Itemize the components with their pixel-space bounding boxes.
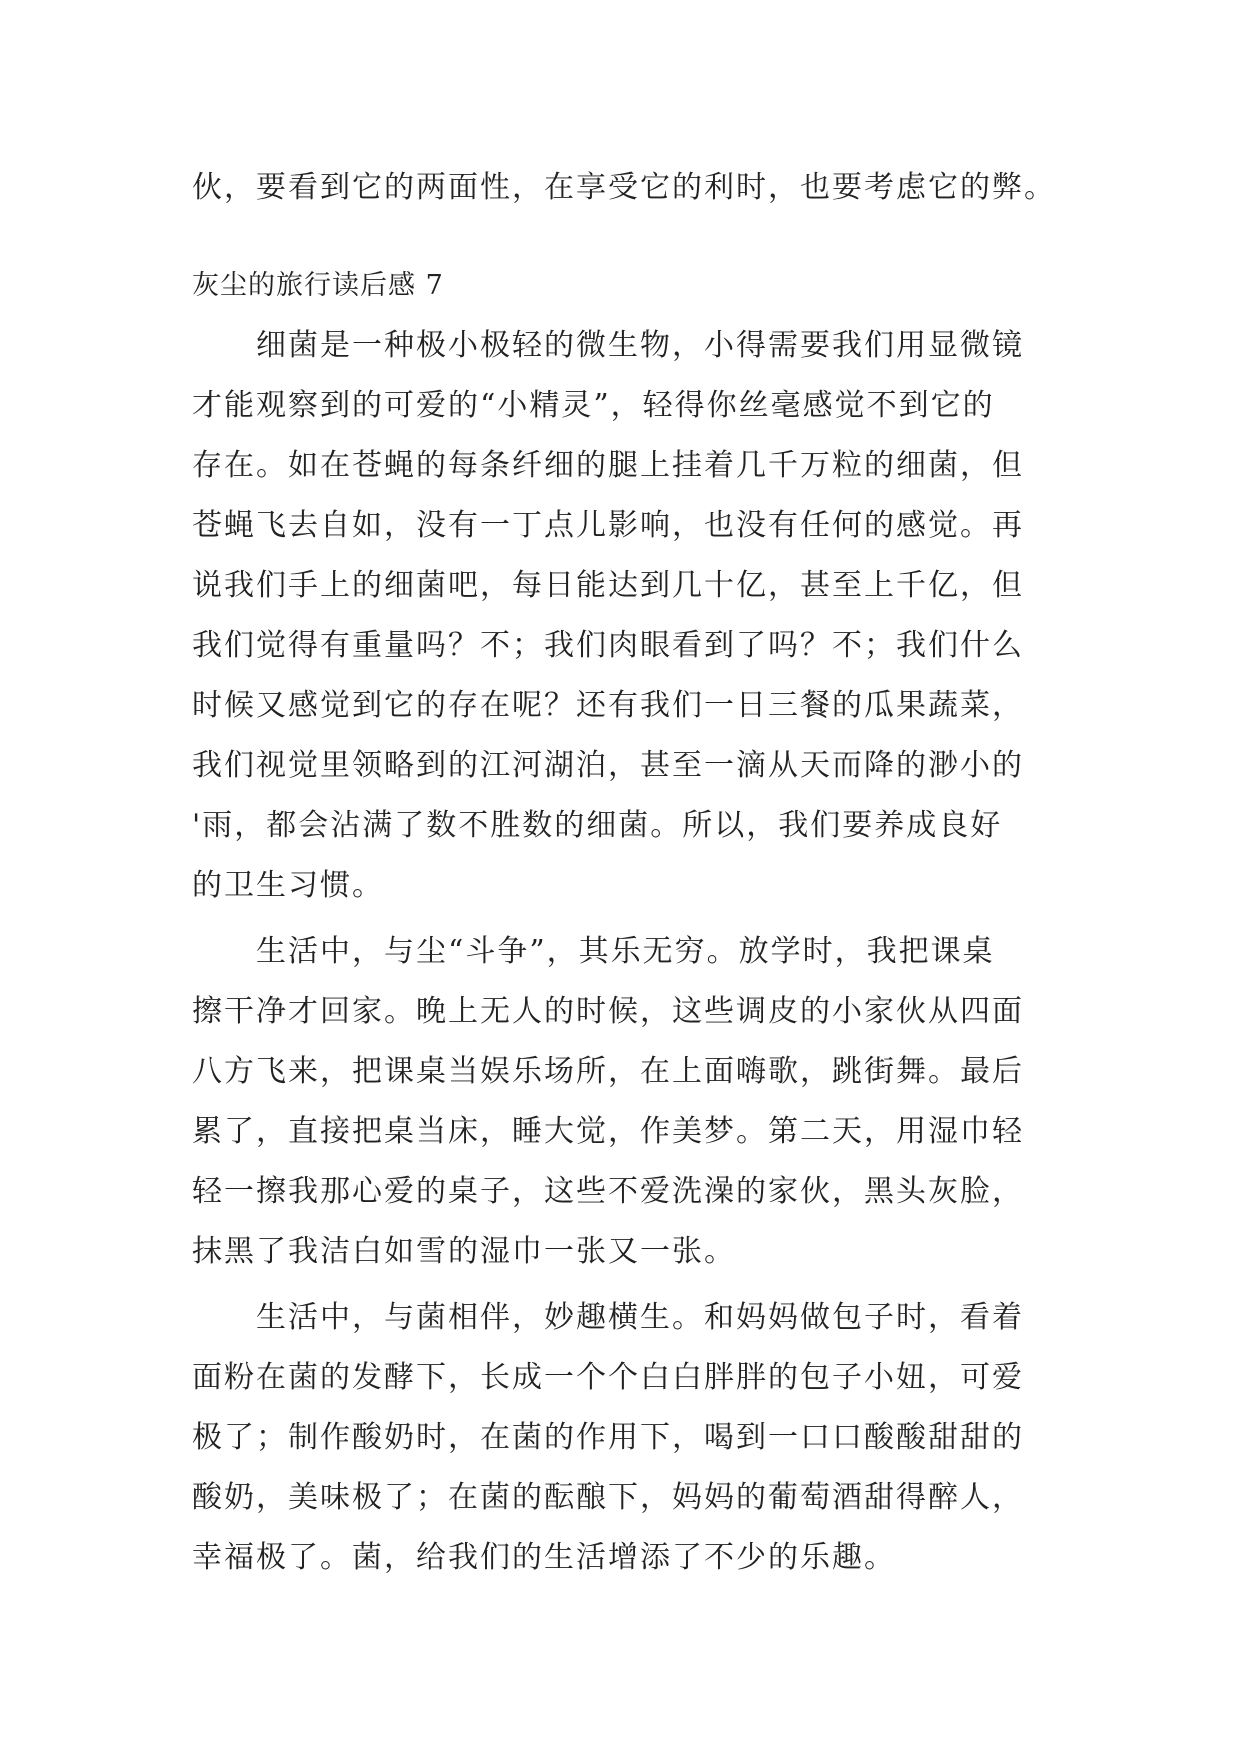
paragraph-line: 我们觉得有重量吗？不；我们肉眼看到了吗？不；我们什么	[192, 628, 1024, 663]
paragraph-line: 说我们手上的细菌吧，每日能达到几十亿，甚至上千亿，但	[192, 568, 1024, 603]
paragraph-line: 我们视觉里领略到的江河湖泊，甚至一滴从天而降的渺小的	[192, 748, 1024, 783]
paragraph-line: 酸奶，美味极了；在菌的酝酿下，妈妈的葡萄酒甜得醉人，	[192, 1480, 1024, 1515]
document-body	[192, 158, 1056, 1588]
paragraph-line: 时候又感觉到它的存在呢？还有我们一日三餐的瓜果蔬菜，	[192, 688, 1024, 723]
paragraph-1	[192, 316, 1052, 916]
paragraph-line: 存在。如在苍蝇的每条纤细的腿上挂着几千万粒的细菌，但	[192, 448, 1024, 483]
section-title: 灰尘的旅行读后感 7	[192, 270, 444, 301]
paragraph-line: 生活中，与尘“斗争”，其乐无穷。放学时，我把课桌	[256, 934, 995, 969]
paragraph-line: 面粉在菌的发酵下，长成一个个白白胖胖的包子小妞，可爱	[192, 1360, 1024, 1395]
paragraph-2	[192, 922, 1052, 1282]
paragraph-line: 的卫生习惯。	[192, 868, 384, 903]
paragraph-line: '雨，都会沾满了数不胜数的细菌。所以，我们要养成良好	[192, 808, 1003, 843]
paragraph-line: 生活中，与菌相伴，妙趣横生。和妈妈做包子时，看着	[256, 1300, 1024, 1335]
paragraph-line: 抹黑了我洁白如雪的湿巾一张又一张。	[192, 1234, 736, 1269]
paragraph-line: 八方飞来，把课桌当娱乐场所，在上面嗨歌，跳街舞。最后	[192, 1054, 1024, 1089]
paragraph-line: 苍蝇飞去自如，没有一丁点儿影响，也没有任何的感觉。再	[192, 508, 1024, 543]
paragraph-line: 轻一擦我那心爱的桌子，这些不爱洗澡的家伙，黑头灰脸，	[192, 1174, 1024, 1209]
paragraph-line: 擦干净才回家。晚上无人的时候，这些调皮的小家伙从四面	[192, 994, 1024, 1029]
paragraph-line: 累了，直接把桌当床，睡大觉，作美梦。第二天，用湿巾轻	[192, 1114, 1024, 1149]
paragraph-line: 极了；制作酸奶时，在菌的作用下，喝到一口口酸酸甜甜的	[192, 1420, 1024, 1455]
paragraph-line: 才能观察到的可爱的“小精灵”，轻得你丝毫感觉不到它的	[192, 388, 995, 423]
lead-line: 伙，要看到它的两面性，在享受它的利时，也要考虑它的弊。	[192, 170, 1056, 205]
paragraph-3	[192, 1288, 1052, 1588]
paragraph-line: 细菌是一种极小极轻的微生物，小得需要我们用显微镜	[256, 328, 1024, 363]
paragraph-line: 幸福极了。菌，给我们的生活增添了不少的乐趣。	[192, 1540, 896, 1575]
